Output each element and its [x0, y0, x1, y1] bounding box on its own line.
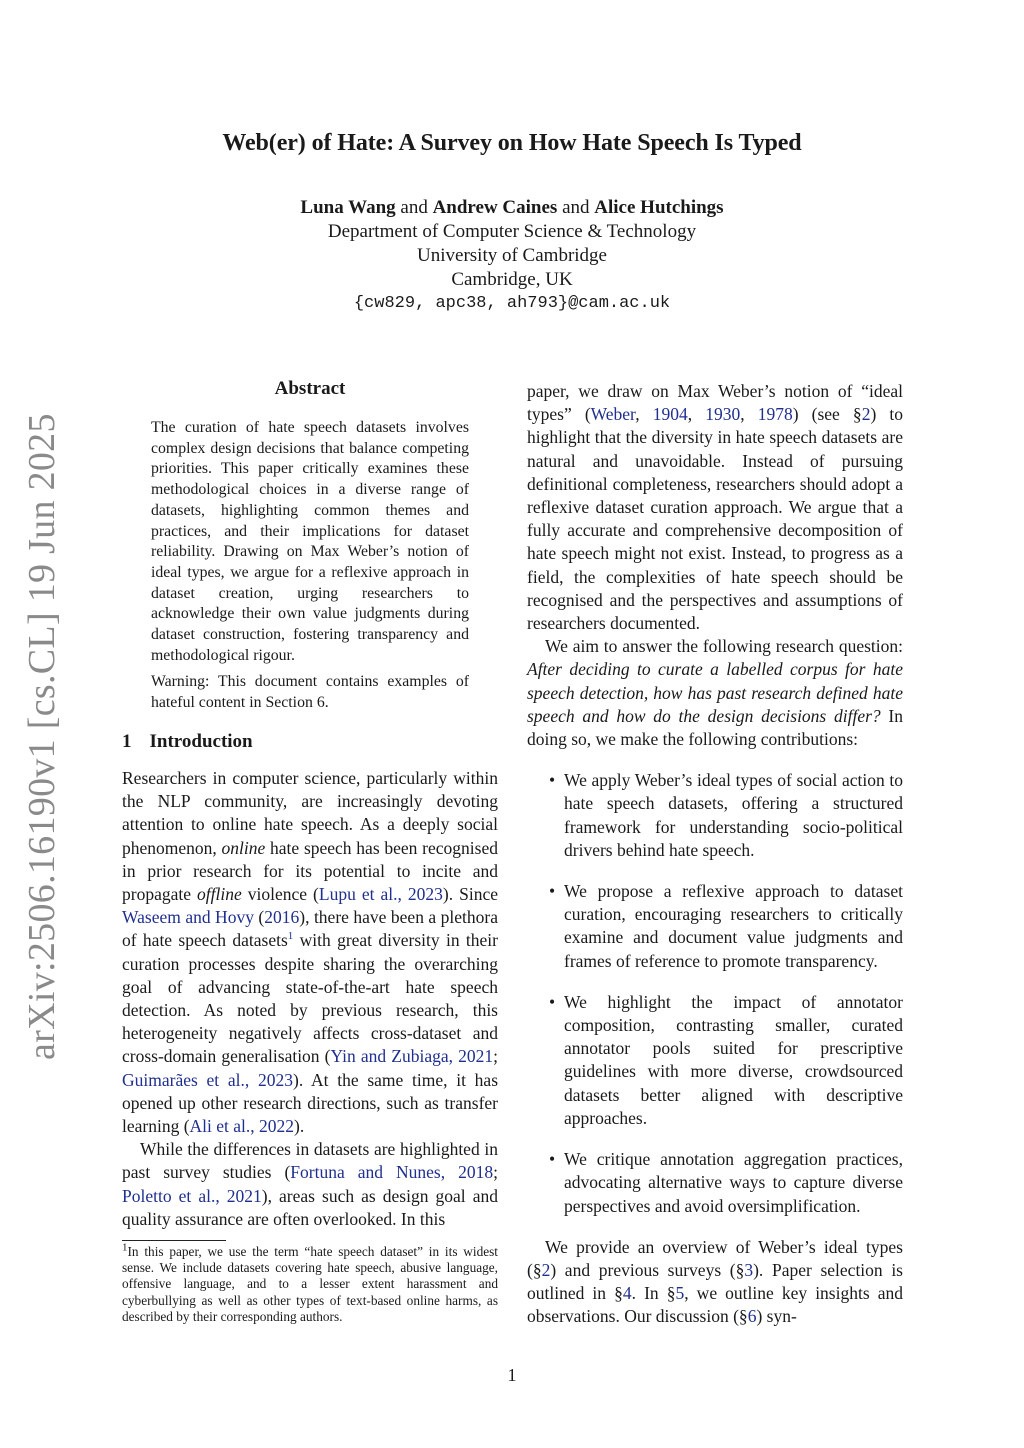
- list-item: • We apply Weber’s ideal types of social action to hate speech datasets, offering a structured framework for understanding socio-political drivers behind hate speech.: [527, 769, 903, 862]
- list-item: • We propose a reflexive approach to dataset curation, encouraging researchers to critically examine and document value judgments and frames of reference to promote transparency.: [527, 880, 903, 973]
- right-paragraph-2: We aim to answer the following research question: After deciding to curate a labelled corpus for hate speech detection, how has past research defined hate speech and how do the design decisions differ? In doing so, we make the following contributions:: [527, 636, 904, 750]
- section-ref-link[interactable]: 6: [747, 1306, 757, 1327]
- section-ref-link[interactable]: 2: [861, 404, 871, 425]
- citation-link[interactable]: 1904: [652, 404, 688, 425]
- intro-paragraph-2: While the differences in datasets are highlighted in past survey studies (Fortuna and Nunes, 2018; Poletto et al., 2021), areas such as design goal and quality assurance are often overlooked. In this: [122, 1139, 498, 1229]
- research-question: After deciding to curate a labelled corpus for hate speech detection, how has past research defined hate speech and how do the design decisions differ?: [527, 659, 903, 726]
- abstract: [151, 418, 469, 720]
- author-name: Andrew Caines: [432, 197, 558, 218]
- right-paragraph-3: We provide an overview of Weber’s ideal types (§2) and previous surveys (§3). Paper selection is outlined in §4. In §5, we outline key insights and observations. Our discussion (§6) syn-: [527, 1236, 903, 1327]
- list-item: • We highlight the impact of annotator composition, contrasting smaller, curated annotator pools suited for prescriptive guidelines with more diverse, crowdsourced datasets better aligned with descriptive approaches.: [527, 991, 903, 1130]
- section-ref-link[interactable]: 3: [744, 1259, 754, 1280]
- affiliation-line: University of Cambridge: [417, 245, 607, 266]
- author-name: Alice Hutchings: [594, 197, 724, 218]
- citation-link[interactable]: Poletto et al., 2021: [122, 1185, 262, 1206]
- content-warning: Warning: This document contains examples of hateful content in Section 6.: [151, 673, 469, 712]
- section-ref-link[interactable]: 5: [675, 1283, 685, 1304]
- section-ref-link[interactable]: 4: [622, 1283, 632, 1304]
- page-number: 1: [507, 1365, 517, 1385]
- citation-link[interactable]: 1978: [757, 404, 793, 425]
- right-paragraph-1: paper, we draw on Max Weber’s notion of “ideal types” (Weber, 1904, 1930, 1978) (see §2) to highlight that the diversity in hate speech datasets are natural and unavoidable. Instead of pursuing definitional completeness, researchers should adopt a reflexive dataset curation approach. We argue that a fully accurate and comprehensive decomposition of hate speech might not exist. Instead, to progress as a field, the complexities of hate speech should be recognised and the perspectives and assumptions of researchers documented.: [527, 381, 903, 634]
- citation-link[interactable]: Fortuna and Nunes, 2018: [290, 1162, 494, 1183]
- intro-body: [122, 767, 498, 1231]
- section-ref-link[interactable]: 2: [541, 1259, 551, 1280]
- citation-link[interactable]: 1930: [705, 404, 741, 425]
- citation-link[interactable]: 2016: [264, 907, 300, 928]
- paper-title: Web(er) of Hate: A Survey on How Hate Speech Is Typed: [222, 130, 802, 156]
- footnote-number: 1: [122, 1241, 128, 1254]
- intro-paragraph-1: Researchers in computer science, particularly within the NLP community, are increasingly devoting attention to online hate speech. As a deeply social phenomenon, online hate speech has been recognised in prior research for its potential to incite and propagate offline violence (Lupu et al., 2023). Since Waseem and Hovy (2016), there have been a plethora of hate speech datasets$^1$ with great diversity in their curation processes despite sharing the overarching goal of advancing state-of-the-art hate speech detection. As noted by previous research, this heterogeneity negatively affects cross-dataset and cross-domain generalisation (Yin and Zubiaga, 2021; Guimarães et al., 2023). At the same time, it has opened up other research directions, such as transfer learning (Ali et al., 2022).: [122, 768, 499, 1137]
- and-word: and: [400, 197, 428, 218]
- footnote-rule: [122, 1240, 226, 1241]
- citation-link[interactable]: Yin and Zubiaga, 2021: [330, 1046, 494, 1067]
- affiliation-line: Department of Computer Science & Technology: [327, 221, 697, 242]
- section-title: Introduction: [149, 731, 253, 752]
- section-number: 1: [122, 731, 132, 752]
- footnote-text: In this paper, we use the term “hate speech dataset” in its widest sense. We include datasets covering hate speech, abusive language, offensive language, and to a lesser extent harassment and cyberbullying as well as other types of text-based online harms, as described by their corresponding authors.: [122, 1244, 498, 1324]
- citation-link[interactable]: Weber: [590, 404, 636, 425]
- citation-link[interactable]: Waseem and Hovy: [122, 907, 254, 928]
- list-item: • We critique annotation aggregation practices, advocating alternative ways to capture diverse perspectives and avoid oversimplification.: [527, 1148, 903, 1218]
- abstract-text: The curation of hate speech datasets involves complex design decisions that balance competing priorities. This paper critically examines these methodological choices in a diverse range of datasets, highlighting common themes and practices, and their implications for dataset reliability. Drawing on Max Weber’s notion of ideal types, we argue for a reflexive approach in dataset creation, urging researchers to acknowledge their own value judgments during dataset construction, fostering transparency and methodological rigour.: [151, 419, 469, 664]
- author-line: [0, 196, 1024, 220]
- citation-link[interactable]: Guimarães et al., 2023: [122, 1069, 294, 1090]
- and-word: and: [562, 197, 590, 218]
- right-column-body: [527, 380, 903, 1329]
- citation-link[interactable]: Ali et al., 2022: [189, 1116, 295, 1137]
- footnote: [122, 1241, 498, 1325]
- citation-link[interactable]: Lupu et al., 2023: [318, 884, 443, 905]
- contributions-list: [527, 769, 903, 1217]
- arxiv-stamp: arXiv:2506.16190v1 [cs.CL] 19 Jun 2025: [21, 413, 63, 1060]
- abstract-heading: Abstract: [274, 378, 346, 399]
- section-heading-introduction: [122, 731, 498, 753]
- author-block: [0, 196, 1024, 316]
- footnote-marker[interactable]: 1: [287, 930, 294, 943]
- affiliation-line: Cambridge, UK: [451, 269, 573, 290]
- author-emails: {cw829, apc38, ah793}@cam.ac.uk: [353, 294, 671, 313]
- author-name: Luna Wang: [300, 197, 396, 218]
